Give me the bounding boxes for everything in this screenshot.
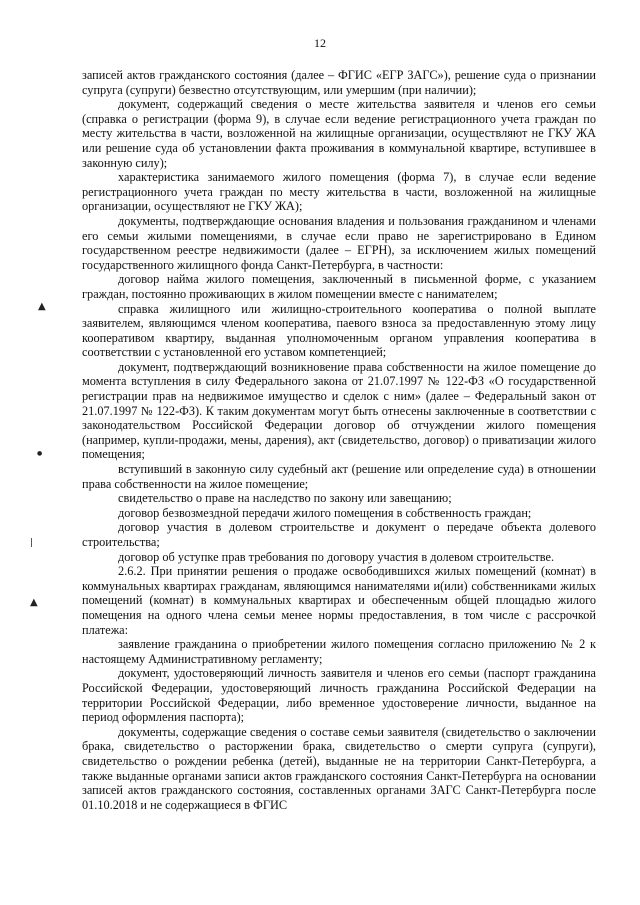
paragraph: документ, содержащий сведения о месте жительства заявителя и членов его семьи (справка о регистрации (форма 9), в случае если ведение регистрационного учета граждан по месту жительства в части, возложенной на жилищные организации, осуществляют не ГКУ ЖА или решение суда об установлении факта проживания в коммунальной квартире, вступившее в законную силу); (82, 97, 596, 170)
paragraph: вступивший в законную силу судебный акт (решение или определение суда) в отношении права собственности на жилое помещение; (82, 462, 596, 491)
paragraph: договор найма жилого помещения, заключенный в письменной форме, с указанием граждан, постоянно проживающих в жилом помещении вместе с нанимателем; (82, 272, 596, 301)
scan-artifact-tick: | (30, 538, 34, 548)
document-body (82, 68, 596, 812)
paragraph: документы, содержащие сведения о составе семьи заявителя (свидетельство о заключении брака, свидетельство о расторжении брака, свидетельство о смерти супруга (супруги), свидетельство о рождении ребенка (детей), выданные не на территории Санкт-Петербурга, а также выданные органами записи актов гражданского состояния Санкт-Петербурга на основании записей актов гражданского состояния, составленных органами ЗАГС Санкт-Петербурга после 01.10.2018 и не содержащиеся в ФГИС (82, 724, 596, 812)
page-number: 12 (314, 36, 326, 50)
paragraph: договор участия в долевом строительстве и документ о передаче объекта долевого строительства; (82, 520, 596, 549)
section-paragraph: 2.6.2. При принятии решения о продаже освободившихся жилых помещений (комнат) в коммунальных квартирах гражданам, являющимся нанимателями и(или) собственниками жилых помещений (комнат) в коммунальных квартирах и обеспеченным общей площадью жилого помещения на одного члена семьи менее нормы предоставления, в том числе с рассрочкой платежа: (82, 564, 596, 637)
paragraph: свидетельство о праве на наследство по закону или завещанию; (118, 491, 452, 506)
paragraph: заявление гражданина о приобретении жилого помещения согласно приложению № 2 к настоящему Административному регламенту; (82, 637, 596, 666)
paragraph: договор об уступке прав требования по договору участия в долевом строительстве. (118, 549, 555, 564)
paragraph: документ, подтверждающий возникновение права собственности на жилое помещение до момента вступления в силу Федерального закона от 21.07.1997 № 122-ФЗ «О государственной регистрации прав на недвижимое имущество и сделок с ним» (далее – Федеральный закон от 21.07.1997 № 122-ФЗ). К таким документам могут быть отнесены заключенные в соответствии с законодательством Российской Федерации договор об отчуждении жилого помещения (например, купли-продажи, мены, дарения), акт (свидетельство, договор) о приватизации жилого помещения; (82, 359, 596, 462)
paragraph: договор безвозмездной передачи жилого помещения в собственность граждан; (118, 505, 532, 520)
paragraph: документы, подтверждающие основания владения и пользования гражданином и членами его семьи жилыми помещениями, в случае если право не зарегистрировано в Едином государственном реестре недвижимости (далее – ЕГРН), за исключением жилых помещений государственного жилищного фонда Санкт-Петербурга, в частности: (82, 213, 596, 272)
scan-artifact-mark: ▲ (38, 301, 46, 312)
scan-artifact-mark: ▲ (30, 597, 38, 608)
scan-artifact-dot: ● (37, 450, 43, 457)
paragraph: справка жилищного или жилищно-строительного кооператива о полной выплате заявителем, являющимся членом кооператива, паевого взноса за предоставленную этому лицу кооперативом квартиру, выданная уполномоченным органом управления кооператива в соответствии с установленной его уставом компетенцией; (82, 301, 596, 360)
paragraph: характеристика занимаемого жилого помещения (форма 7), в случае если ведение регистрационного учета граждан по месту жительства в части, возложенной на жилищные организации, осуществляют не ГКУ ЖА); (82, 170, 596, 214)
paragraph: документ, удостоверяющий личность заявителя и членов его семьи (паспорт гражданина Российской Федерации, удостоверяющий личность гражданина Российской Федерации на территории Российской Федерации, либо временное удостоверение личности, выданное на период оформления паспорта); (82, 666, 596, 725)
paragraph: записей актов гражданского состояния (далее – ФГИС «ЕГР ЗАГС»), решение суда о признании супруга (супруги) безвестно отсутствующим, или умершим (при наличии); (82, 68, 596, 97)
